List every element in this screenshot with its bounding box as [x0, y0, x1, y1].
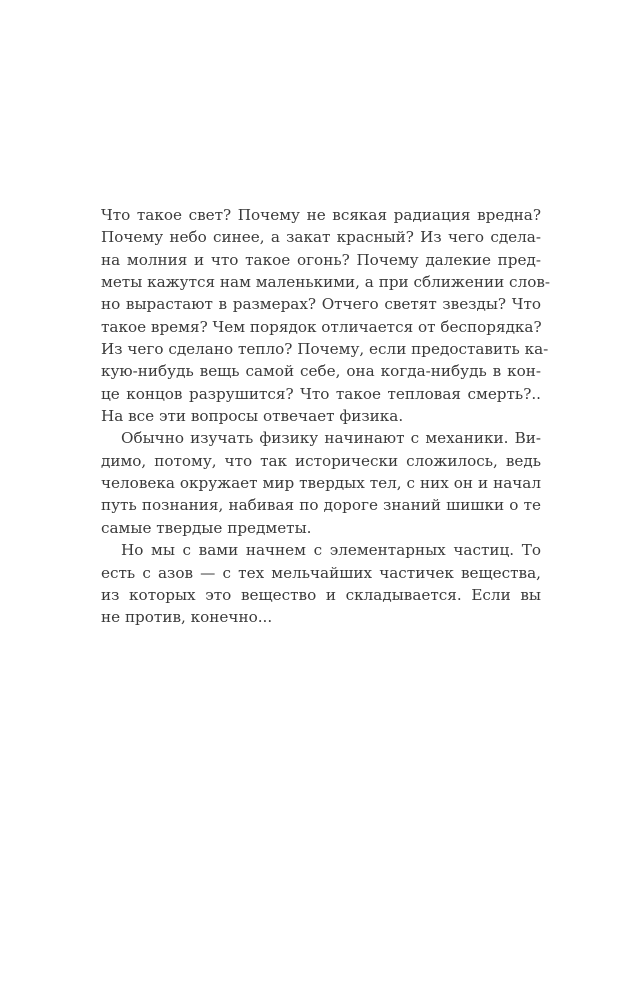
text-line: На все эти вопросы отвечает физика.: [101, 407, 404, 426]
text-line: димо, потому, что так исторически сложилось, ведь: [101, 451, 541, 470]
text-line: такое время? Чем порядок отличается от беспорядка?: [101, 317, 542, 336]
text-line: не против, конечно...: [101, 608, 273, 627]
text-line: Почему небо синее, а закат красный? Из чего сдела-: [101, 228, 541, 247]
text-line: путь познания, набивая по дороге знаний шишки о те: [101, 496, 541, 515]
body-text: [101, 204, 551, 629]
text-line: но вырастают в размерах? Отчего светят звезды? Что: [101, 295, 541, 314]
text-line: самые твердые предметы.: [101, 518, 312, 537]
paragraph: [101, 427, 541, 539]
text-line: человека окружает мир твердых тел, с них он и начал: [101, 474, 541, 493]
paragraph: [101, 204, 551, 427]
text-line: Обычно изучать физику начинают с механики. Ви-: [121, 429, 541, 448]
text-line: це концов разрушится? Что такое тепловая смерть?..: [101, 384, 541, 403]
text-line: Что такое свет? Почему не всякая радиация вредна?: [101, 206, 541, 224]
text-line: меты кажутся нам маленькими, а при сближении слов-: [101, 273, 551, 292]
text-line: есть с азов — с тех мельчайших частичек вещества,: [101, 563, 541, 582]
text-line: кую-нибудь вещь самой себе, она когда-нибудь в кон-: [101, 362, 541, 381]
text-line: на молния и что такое огонь? Почему далекие пред-: [101, 250, 541, 269]
text-line: Из чего сделано тепло? Почему, если предоставить ка-: [101, 340, 549, 359]
paragraph: [101, 539, 541, 628]
text-line: из которых это вещество и складывается. Если вы: [101, 585, 541, 604]
text-line: Но мы с вами начнем с элементарных частиц. То: [121, 541, 541, 560]
